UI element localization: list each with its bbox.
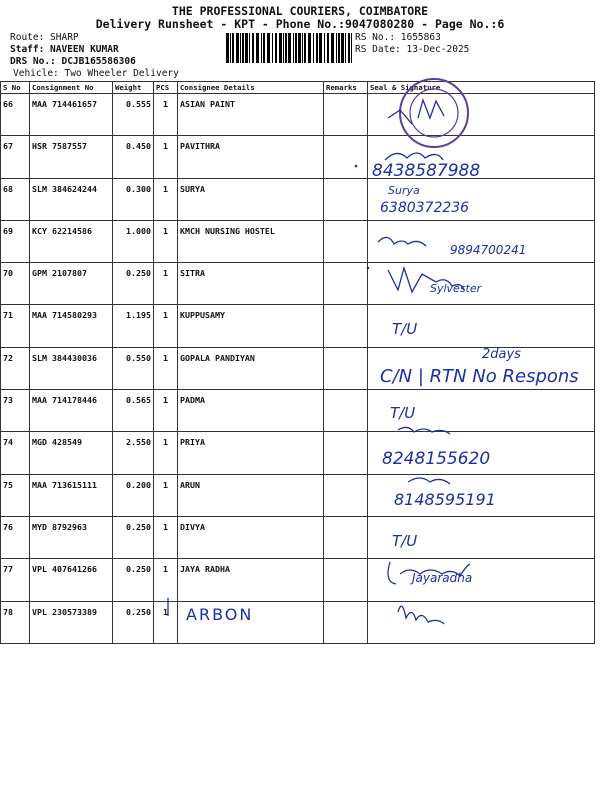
row-consignment-no: MAA 714461657 [30,94,113,136]
company-title: THE PROFESSIONAL COURIERS, COIMBATORE [171,4,429,18]
row-sno: 70 [1,263,30,305]
row-pcs: 1 [154,601,178,643]
row-consignment-no: MAA 714580293 [30,305,113,347]
row-consignee: KMCH NURSING HOSTEL [178,220,324,262]
row-consignment-no: MGD 428549 [30,432,113,474]
row-signature [368,136,595,178]
row-pcs: 1 [154,390,178,432]
barcode [226,33,352,63]
col-sno: S No [1,82,30,94]
row-sno: 77 [1,559,30,601]
row-signature [368,178,595,220]
row-signature [368,94,595,136]
row-weight: 0.300 [113,178,154,220]
row-remarks [324,178,368,220]
row-signature [368,220,595,262]
row-consignment-no: GPM 2107807 [30,263,113,305]
drs-label: DRS No.: DCJB165586306 [10,56,136,67]
row-sno: 71 [1,305,30,347]
table-row [1,263,595,305]
row-consignment-no: MYD 8792963 [30,516,113,558]
row-consignee [178,601,324,643]
table-row [1,347,595,389]
runsheet-table [0,81,595,644]
row-consignment-no: SLM 384624244 [30,178,113,220]
row-weight: 0.250 [113,601,154,643]
note-76: T/U [392,532,418,550]
row-consignment-no: MAA 714178446 [30,390,113,432]
col-weight: Weight [113,82,154,94]
row-remarks [324,474,368,516]
row-consignee: SURYA [178,178,324,220]
row-weight: 0.200 [113,474,154,516]
row-remarks [324,263,368,305]
note-72: C/N | RTN No Respons [380,366,579,387]
phone-75: 8148595191 [394,490,496,509]
row-signature [368,559,595,601]
runsheet-subtitle: Delivery Runsheet - KPT - Phone No.:9047080280 - Page No.:6 [95,17,505,31]
row-signature [368,347,595,389]
row-weight: 0.450 [113,136,154,178]
row-pcs: 1 [154,178,178,220]
row-consignment-no: VPL 230573389 [30,601,113,643]
row-consignee: PADMA [178,390,324,432]
row-remarks [324,601,368,643]
row-remarks [324,220,368,262]
row-pcs: 1 [154,305,178,347]
row-weight: 0.550 [113,347,154,389]
note-73: T/U [390,404,416,422]
row-sno: 68 [1,178,30,220]
row-consignment-no: VPL 407641266 [30,559,113,601]
row-consignee: PAVITHRA [178,136,324,178]
sig-70: Sylvester [430,282,482,295]
row-remarks [324,559,368,601]
row-weight: 0.555 [113,94,154,136]
row-weight: 0.565 [113,390,154,432]
row-remarks [324,136,368,178]
phone-67: 8438587988 [372,161,481,181]
staff-label: Staff: NAVEEN KUMAR [10,44,119,55]
row-pcs: 1 [154,347,178,389]
table-row [1,305,595,347]
phone-69: 9894700241 [450,243,527,257]
row-consignment-no: MAA 713615111 [30,474,113,516]
row-signature [368,263,595,305]
row-consignee: ASIAN PAINT [178,94,324,136]
row-pcs: 1 [154,220,178,262]
row-consignee: SITRA [178,263,324,305]
row-sno: 66 [1,94,30,136]
note-71: T/U [392,320,418,338]
col-pcs: PCS [154,82,178,94]
row-signature [368,516,595,558]
row-sno: 73 [1,390,30,432]
row-remarks [324,390,368,432]
row-signature [368,474,595,516]
rs-number: RS No.: 1655863 [355,32,441,43]
row-sno: 69 [1,220,30,262]
row-pcs: 1 [154,432,178,474]
row-consignee: GOPALA PANDIYAN [178,347,324,389]
name-68: Surya [388,184,420,197]
row-pcs: 1 [154,559,178,601]
row-remarks [324,94,368,136]
table-row [1,601,595,643]
row-remarks [324,516,368,558]
row-weight: 0.250 [113,263,154,305]
table-header-row [1,82,595,94]
row-consignment-no: KCY 62214586 [30,220,113,262]
row-remarks [324,432,368,474]
row-pcs: 1 [154,263,178,305]
row-sno: 78 [1,601,30,643]
table-row [1,94,595,136]
table-row [1,559,595,601]
row-pcs: 1 [154,474,178,516]
row-consignee: DIVYA [178,516,324,558]
table-row [1,432,595,474]
vehicle-label: Vehicle: Two Wheeler Delivery [13,68,179,79]
col-remarks: Remarks [324,82,368,94]
table-row [1,516,595,558]
row-weight: 1.000 [113,220,154,262]
table-row [1,178,595,220]
table-row [1,136,595,178]
row-consignee: JAYA RADHA [178,559,324,601]
row-signature [368,432,595,474]
days-72: 2days [482,347,521,362]
row-consignee: KUPPUSAMY [178,305,324,347]
row-consignee: ARUN [178,474,324,516]
row-signature [368,305,595,347]
row-pcs: 1 [154,516,178,558]
row-pcs: 1 [154,94,178,136]
row-consignment-no: HSR 7587557 [30,136,113,178]
row-weight: 1.195 [113,305,154,347]
row-sno: 74 [1,432,30,474]
row-remarks [324,347,368,389]
col-consignment: Consignment No [30,82,113,94]
phone-68: 6380372236 [380,200,470,216]
row-sno: 75 [1,474,30,516]
col-consignee: Consignee Details [178,82,324,94]
name-78: ARBON [186,605,254,624]
sig-77: Jayaradha [412,571,473,585]
table-row [1,220,595,262]
col-signature: Seal & Signature [368,82,595,94]
row-signature [368,390,595,432]
row-signature [368,601,595,643]
route-label: Route: SHARP [10,32,79,43]
row-consignment-no: SLM 384430036 [30,347,113,389]
row-sno: 72 [1,347,30,389]
table-row [1,474,595,516]
phone-74: 8248155620 [382,449,491,469]
row-weight: 0.250 [113,559,154,601]
row-remarks [324,305,368,347]
row-consignee: PRIYA [178,432,324,474]
table-row [1,390,595,432]
row-sno: 67 [1,136,30,178]
row-weight: 2.550 [113,432,154,474]
row-pcs: 1 [154,136,178,178]
row-sno: 76 [1,516,30,558]
row-weight: 0.250 [113,516,154,558]
rs-date: RS Date: 13-Dec-2025 [355,44,470,55]
